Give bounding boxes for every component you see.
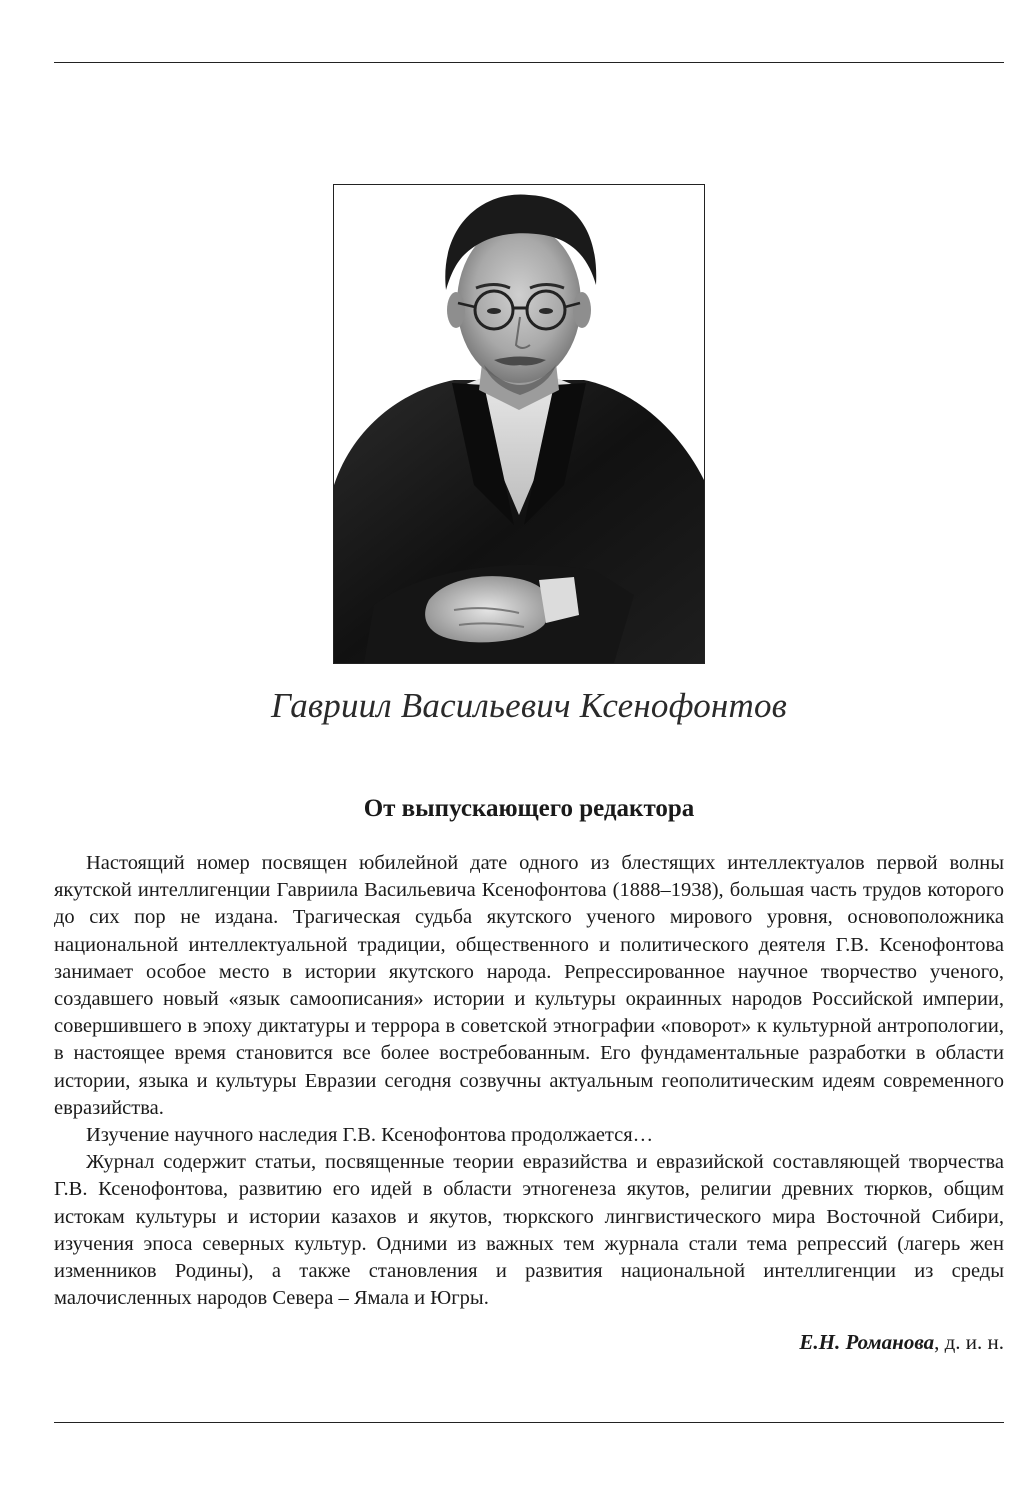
author-signature xyxy=(799,1330,1004,1355)
paragraph: Изучение научного наследия Г.В. Ксенофонтова продолжается… xyxy=(86,1124,654,1147)
author-degree: , д. и. н. xyxy=(934,1330,1004,1354)
top-rule xyxy=(54,62,1004,63)
editorial-body xyxy=(54,850,1004,1312)
paragraph: Настоящий номер посвящен юбилейной дате одного из блестящих интеллектуалов первой волны якутской интеллигенции Гавриила Васильевича Ксенофонтова (1888–1938), большая часть трудов которого до сих пор не издана. Трагическая судьба якутского ученого мирового уровня, основоположника национальной интеллектуальной традиции, общественного и политического деятеля Г.В. Ксенофонтова занимает особое место в истории якутского народа. Репрессированное научное творчество ученого, создавшего новый «язык самоописания» истории и культуры окраинных народов Российской империи, совершившего в эпоху диктатуры и террора в советской этнографии «поворот» к культурной антропологии, в настоящее время становится все более востребованным. Его фундаментальные разработки в области истории, языка и культуры Евразии сегодня созвучны актуальным геополитическим идеям современного евразийства. xyxy=(54,852,1004,1119)
portrait-caption: Гавриил Васильевич Ксенофонтов xyxy=(270,686,788,725)
paragraph: Журнал содержит статьи, посвященные теории евразийства и евразийской составляющей творчества Г.В. Ксенофонтова, развитию его идей в области этногенеза якутов, религии древних тюрков, общим истокам культуры и истории казахов и якутов, тюркского лингвистического мира Восточной Сибири, изучения эпоса северных культур. Одними из важных тем журнала стали тема репрессий (лагерь жен изменников Родины), а также становления и развития национальной интеллигенции из среды малочисленных народов Севера – Ямала и Югры. xyxy=(54,1151,1004,1310)
bottom-rule xyxy=(54,1422,1004,1423)
section-heading: От выпускающего редактора xyxy=(363,795,695,822)
author-name: Е.Н. Романова xyxy=(799,1330,935,1354)
portrait-photo xyxy=(333,184,705,664)
